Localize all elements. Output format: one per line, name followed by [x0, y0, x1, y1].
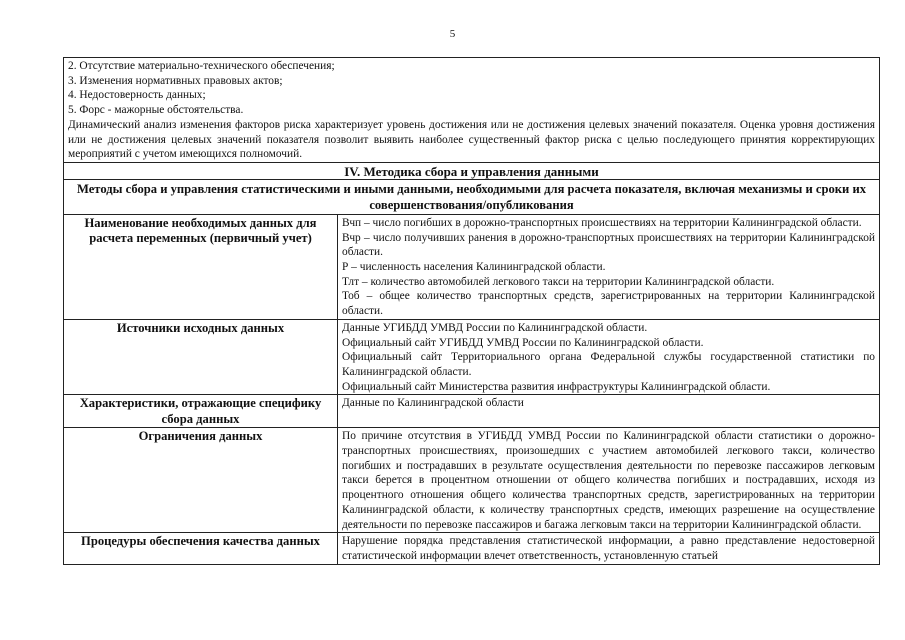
value-line: Данные УГИБДД УМВД России по Калининградской области. [342, 321, 648, 334]
row-label: Процедуры обеспечения качества данных [64, 533, 338, 565]
section-title: IV. Методика сбора и управления данными [64, 162, 880, 179]
value-line: Данные по Калининградской области [342, 397, 524, 410]
value-line: По причине отсутствия в УГИБДД УМВД России по Калининградской области статистики о дорожно-транспортных происшествиях, произошедших с участием автомобилей легкового такси, количество погибших и пострадавших в результате осуществления деятельности по перевозке пассажиров легковым такси берется в процентном отношении от общего количества погибших и пострадавших, исходя из процентного отношения общего количества транспортных средств, зарегистрированных на территории Калининградской области, к количеству транспортных средств, имеющих разрешение на осуществление деятельности по перевозке пассажиров и багажа легковым такси на территории Калининградской области. [342, 430, 875, 531]
intro-line: 5. Форс - мажорные обстоятельства. [68, 104, 244, 117]
intro-line: 2. Отсутствие материально-технического обеспечения; [68, 60, 335, 72]
intro-paragraph: Динамический анализ изменения факторов риска характеризует уровень достижения или не достижения целевых значений показателя. Оценка уровня достижения или не достижения целевых значений показателя позволит выявить наиболее существенный фактор риска с целью последующего принятия корректирующих мероприятий с учетом имеющихся полномочий. [68, 118, 875, 161]
section-subtitle-row [64, 179, 880, 214]
row-value [338, 428, 880, 533]
value-line: Р – численность населения Калининградской области. [342, 261, 606, 274]
value-line: Официальный сайт УГИБДД УМВД России по Калининградской области. [342, 336, 704, 349]
page-number: 5 [449, 28, 456, 40]
intro-line: 4. Недостоверность данных; [68, 89, 206, 102]
row-value [338, 319, 880, 395]
row-label: Наименование необходимых данных для расчета переменных (первичный учет) [64, 214, 338, 319]
value-line: Вчр – число получивших ранения в дорожно-транспортных происшествиях на территории Калининградской области. [342, 231, 875, 259]
table-row [64, 214, 880, 319]
table-row [64, 395, 880, 428]
row-label: Ограничения данных [64, 428, 338, 533]
row-value [338, 395, 880, 428]
value-line: Официальный сайт Министерства развития инфраструктуры Калининградской области. [342, 380, 771, 393]
table-row [64, 533, 880, 565]
row-value [338, 533, 880, 565]
value-line: Тлт – количество автомобилей легкового такси на территории Калининградской области. [342, 275, 775, 288]
value-line: Официальный сайт Территориального органа Федеральной службы государственной статистики по Калининградской области. [342, 351, 875, 378]
row-value [338, 214, 880, 319]
methodology-table [63, 57, 880, 565]
value-line: Тоб – общее количество транспортных средств, зарегистрированных на территории Калининградской области. [342, 290, 875, 318]
value-line: Нарушение порядка представления статистической информации, а равно представление недостоверной статистической информации влечет ответственность, установленную статьей [342, 535, 875, 562]
table-row [64, 428, 880, 533]
value-line: Вчп – число погибших в дорожно-транспортных происшествиях на территории Калининградской области. [342, 216, 862, 229]
table-row [64, 319, 880, 395]
row-label: Источники исходных данных [64, 319, 338, 395]
section-subtitle: Методы сбора и управления статистическими и иными данными, необходимыми для расчета показателя, включая механизмы и сроки их совершенствования/опубликования [64, 179, 880, 214]
value-clip [342, 534, 875, 564]
intro-line: 3. Изменения нормативных правовых актов; [68, 74, 283, 87]
intro-cell [64, 58, 880, 163]
intro-row [64, 58, 880, 163]
section-title-row [64, 162, 880, 179]
row-label: Характеристики, отражающие специфику сбора данных [64, 395, 338, 428]
